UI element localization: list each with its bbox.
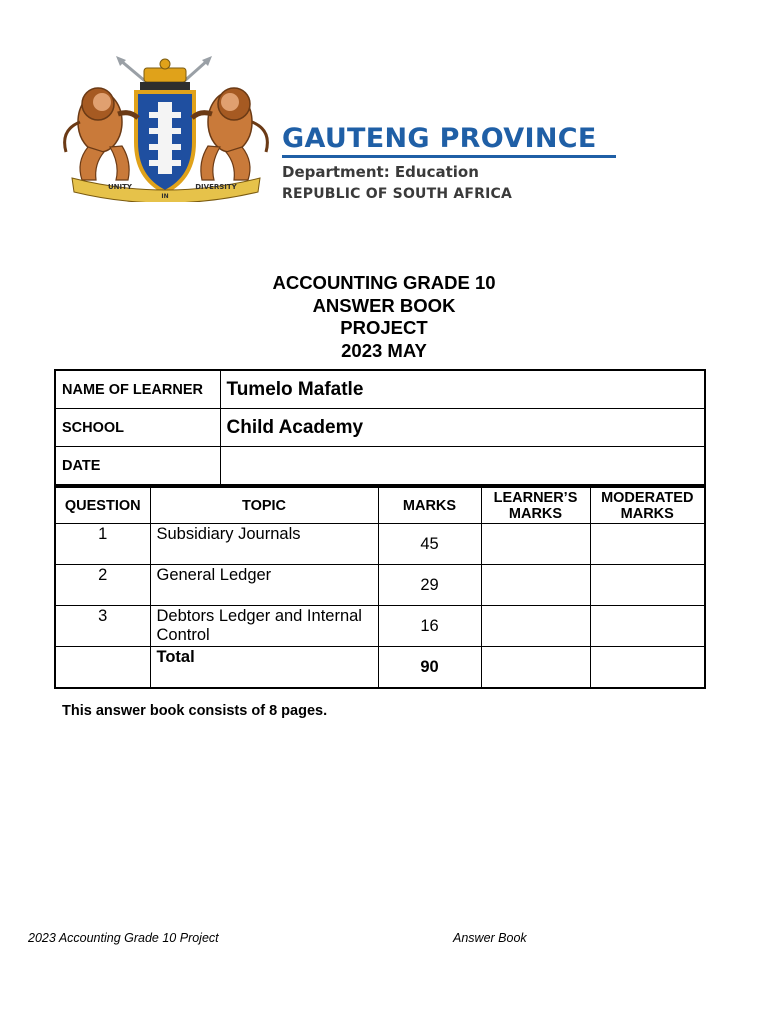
document-title [0, 272, 768, 362]
table-row [56, 565, 704, 606]
department-header [282, 124, 622, 203]
footer-section-name: Answer Book [453, 931, 527, 945]
motto-word-1: UNITY [108, 183, 132, 191]
question-number: 2 [56, 565, 150, 606]
school-label: SCHOOL [56, 409, 220, 447]
moderated-marks-cell[interactable] [590, 565, 704, 606]
total-label: Total [150, 647, 378, 688]
footer-document-name: 2023 Accounting Grade 10 Project [28, 931, 219, 945]
learner-name-label: NAME OF LEARNER [56, 371, 220, 409]
title-subject: ACCOUNTING GRADE 10 [272, 272, 496, 293]
province-name: GAUTENG PROVINCE [282, 123, 597, 154]
marks-header-row [56, 488, 704, 524]
marks-table [56, 488, 704, 687]
header-question: QUESTION [56, 488, 150, 524]
total-question-cell [56, 647, 150, 688]
question-topic: Debtors Ledger and Internal Control [150, 606, 378, 647]
learner-marks-cell[interactable] [481, 565, 590, 606]
gauteng-coat-of-arms-logo [58, 52, 274, 202]
question-topic: Subsidiary Journals [150, 524, 378, 565]
title-date: 2023 MAY [341, 339, 427, 361]
learner-name-value[interactable]: Tumelo Mafatle [220, 371, 704, 409]
table-row [56, 606, 704, 647]
learner-marks-cell[interactable] [481, 606, 590, 647]
date-row [56, 447, 704, 485]
header-topic: TOPIC [150, 488, 378, 524]
title-type: ANSWER BOOK [312, 294, 456, 316]
total-row [56, 647, 704, 688]
question-number: 3 [56, 606, 150, 647]
title-task: PROJECT [340, 317, 428, 338]
question-number: 1 [56, 524, 150, 565]
learner-marks-cell[interactable] [481, 524, 590, 565]
question-topic: General Ledger [150, 565, 378, 606]
total-moderated-marks-cell[interactable] [590, 647, 704, 688]
header-rule [282, 155, 616, 158]
date-value[interactable] [220, 447, 704, 485]
date-label: DATE [56, 447, 220, 485]
question-marks: 16 [378, 606, 481, 647]
learner-name-row [56, 371, 704, 409]
total-marks: 90 [378, 647, 481, 688]
school-row [56, 409, 704, 447]
country-name: REPUBLIC OF SOUTH AFRICA [282, 186, 513, 202]
header-learners-marks: LEARNER’S MARKS [481, 488, 590, 524]
answer-book-cover-box [54, 369, 706, 689]
question-marks: 29 [378, 565, 481, 606]
learner-info-table [56, 371, 704, 485]
motto-word-3: DIVERSITY [195, 183, 237, 191]
department-name: Department: Education [282, 163, 479, 181]
page-count-note: This answer book consists of 8 pages. [62, 703, 328, 719]
moderated-marks-cell[interactable] [590, 524, 704, 565]
header-marks: MARKS [378, 488, 481, 524]
school-value[interactable]: Child Academy [220, 409, 704, 447]
motto-word-2: IN [161, 193, 169, 200]
header-moderated-marks: MODERATED MARKS [590, 488, 704, 524]
moderated-marks-cell[interactable] [590, 606, 704, 647]
total-learner-marks-cell[interactable] [481, 647, 590, 688]
table-row [56, 524, 704, 565]
question-marks: 45 [378, 524, 481, 565]
